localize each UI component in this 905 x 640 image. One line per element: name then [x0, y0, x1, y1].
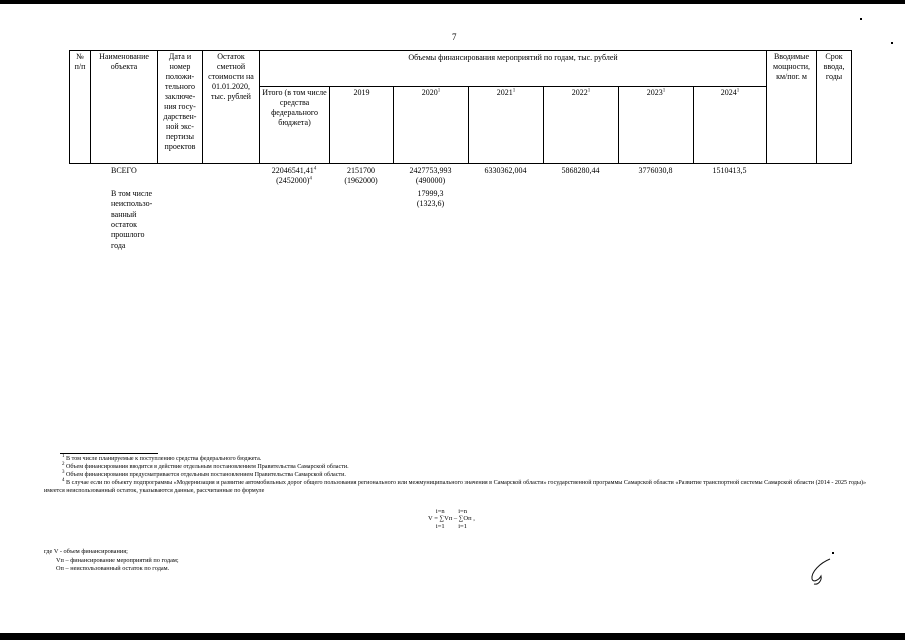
- header-total: Итого (в том числе средства федерального бюджета): [260, 87, 330, 164]
- header-capacity: Вводимые мощности, км/пог. м: [767, 51, 817, 164]
- header-object-name: Наименование объекта: [91, 51, 158, 164]
- header-num: № п/п: [70, 51, 91, 164]
- header-expertise-date: Дата и номер положи-тельного заключе-ния госу-дарствен-ной экс-пертизы проектов: [158, 51, 203, 164]
- header-volumes-group: Объемы финансирования мероприятий по годам, тыс. рублей: [260, 51, 767, 87]
- row-total-2024: 1510413,5: [712, 166, 747, 175]
- row-including-2020: 17999,3 (1323,6): [416, 188, 445, 209]
- scan-speck: [860, 18, 862, 20]
- header-year-2024: 2024$^1$: [694, 87, 767, 164]
- header-year-2022: 2022$^1$: [544, 87, 619, 164]
- definition-op: Оп – неиспользованный остаток по годам.: [56, 565, 170, 573]
- formula: [428, 508, 475, 530]
- row-total-value: 22046541,41$^4$ $(2452000)^4$: [271, 166, 317, 186]
- page-number: 7: [452, 32, 457, 42]
- scan-bottom-edge: [0, 633, 905, 640]
- header-year-2021: 2021$^1$: [469, 87, 544, 164]
- header-year-2019: 2019: [330, 87, 394, 164]
- financing-table-header: [69, 50, 852, 164]
- row-total-2022: 5868280,44: [561, 166, 600, 175]
- row-including-label: В том числе неиспользо-ванный остаток прошлого года: [111, 188, 153, 250]
- footnote-2: $^2$ Объем финансирования вводится в действие отдельным постановлением Правительства Самарской области.: [62, 462, 349, 471]
- scan-top-edge: [0, 0, 905, 4]
- footnote-1: $^1$ В том числе планируемые к поступлению средства федерального бюджета.: [62, 453, 262, 462]
- formula-expression: V = ∑Vп – ∑Oп ,: [428, 515, 475, 523]
- row-total-2019: 2151700 (1962000): [344, 166, 378, 186]
- scan-speck: [832, 552, 834, 554]
- formula-lower-limits: i=1 i=1: [435, 522, 467, 530]
- signature-mark: [806, 556, 836, 588]
- row-total-2021: 6330362,004: [484, 166, 527, 175]
- footnote-4: $^4$ В случае если по объекту подпрограммы «Модернизация и развитие автомобильных дорог общего пользования регионального или межмуниципального значения в Самарской области» государственной программы Самарской области «Развитие транспортной системы Самарской области (2014 - 2025 годы)» имеется неиспользованный остаток, указываются данные, рассчитанные по формуле: [44, 478, 867, 495]
- financing-table-body: [69, 165, 851, 252]
- definition-v: где V - объем финансирования;: [44, 548, 128, 555]
- table-row-including: [69, 188, 851, 252]
- header-term: Срок ввода, годы: [817, 51, 852, 164]
- footnotes: [44, 455, 884, 495]
- formula-definitions: [44, 548, 179, 574]
- definition-vp: Vп – финансирование мероприятий по годам;: [56, 556, 179, 564]
- row-total-2020: 2427753,993 (490000): [409, 166, 452, 186]
- header-year-2020: 2020$^1$: [394, 87, 469, 164]
- header-year-2023: 2023$^1$: [619, 87, 694, 164]
- row-total-label: ВСЕГО: [111, 166, 137, 175]
- table-row-total: [69, 165, 851, 188]
- footnote-separator: [60, 453, 158, 454]
- row-total-2023: 3776030,8: [638, 166, 673, 175]
- scan-speck: [891, 42, 893, 44]
- formula-upper-limits: i=n i=n: [435, 508, 467, 515]
- header-balance: Остаток сметной стоимости на 01.01.2020, тыс. рублей: [203, 51, 260, 164]
- footnote-3: $^3$ Объем финансирования предусматривается отдельным постановлением Правительства Самарской области.: [62, 470, 346, 479]
